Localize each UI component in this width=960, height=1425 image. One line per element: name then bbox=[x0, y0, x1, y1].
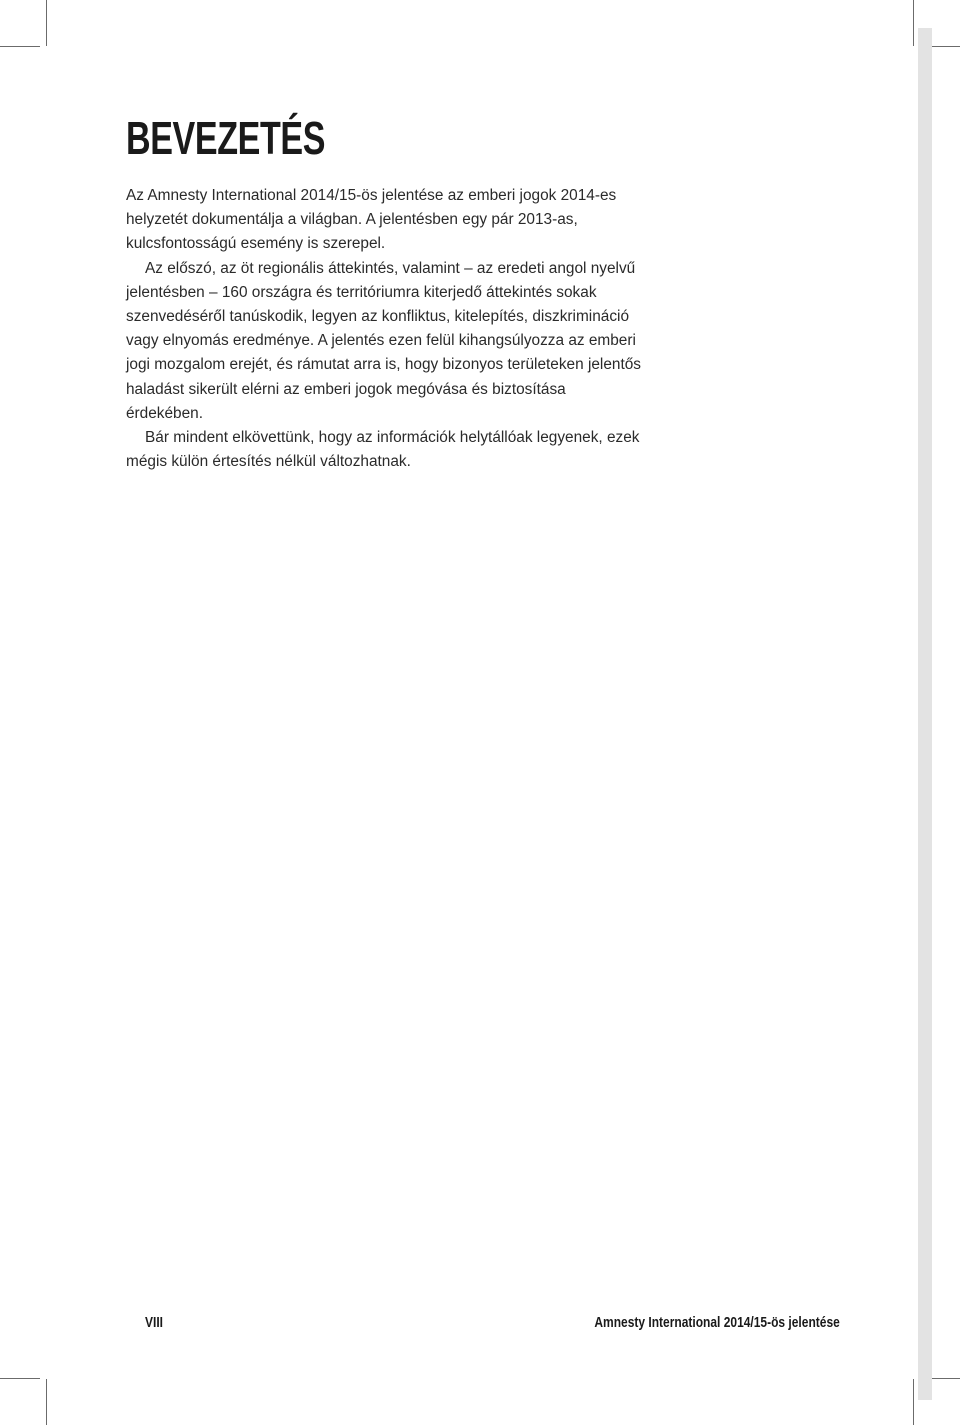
crop-mark-bottom-right bbox=[913, 1379, 914, 1425]
paragraph-overview: Az előszó, az öt regionális áttekintés, valamint – az eredeti angol nyelvű jelentésben – 160 országra és territóriumra kiterjedő áttekintés sokak szenvedéséről tanúskodik, legyen az konfliktus, kitelepítés, diszkrimináció vagy elnyomás eredménye. A jelentés ezen felül kihangsúlyozza az emberi jogi mozgalom erejét, és rámutat arra is, hogy bizonyos területeken jelentős haladást sikerült elérni az emberi jogok megóvása és biztosítása érdekében. bbox=[126, 259, 641, 422]
page-edge-strip bbox=[918, 28, 932, 1400]
body-text bbox=[126, 184, 646, 474]
crop-mark-bottom-left bbox=[46, 1379, 47, 1425]
crop-mark-top-left-h bbox=[0, 46, 40, 47]
running-footer-title: Amnesty International 2014/15-ös jelentése bbox=[594, 1314, 840, 1331]
paragraph-disclaimer: Bár mindent elkövettünk, hogy az információk helytállóak legyenek, ezek mégis külön értesítés nélkül változhatnak. bbox=[126, 429, 640, 471]
page-title: BEVEZETÉS bbox=[126, 112, 326, 164]
page-number: VIII bbox=[145, 1314, 164, 1331]
paragraph-intro: Az Amnesty International 2014/15-ös jelentése az emberi jogok 2014-es helyzetét dokumentálja a világban. A jelentésben egy pár 2013-as, kulcsfontosságú esemény is szerepel. bbox=[126, 187, 617, 253]
crop-mark-top-left bbox=[46, 0, 47, 46]
crop-mark-bottom-left-h bbox=[0, 1378, 40, 1379]
crop-mark-top-right bbox=[913, 0, 914, 46]
